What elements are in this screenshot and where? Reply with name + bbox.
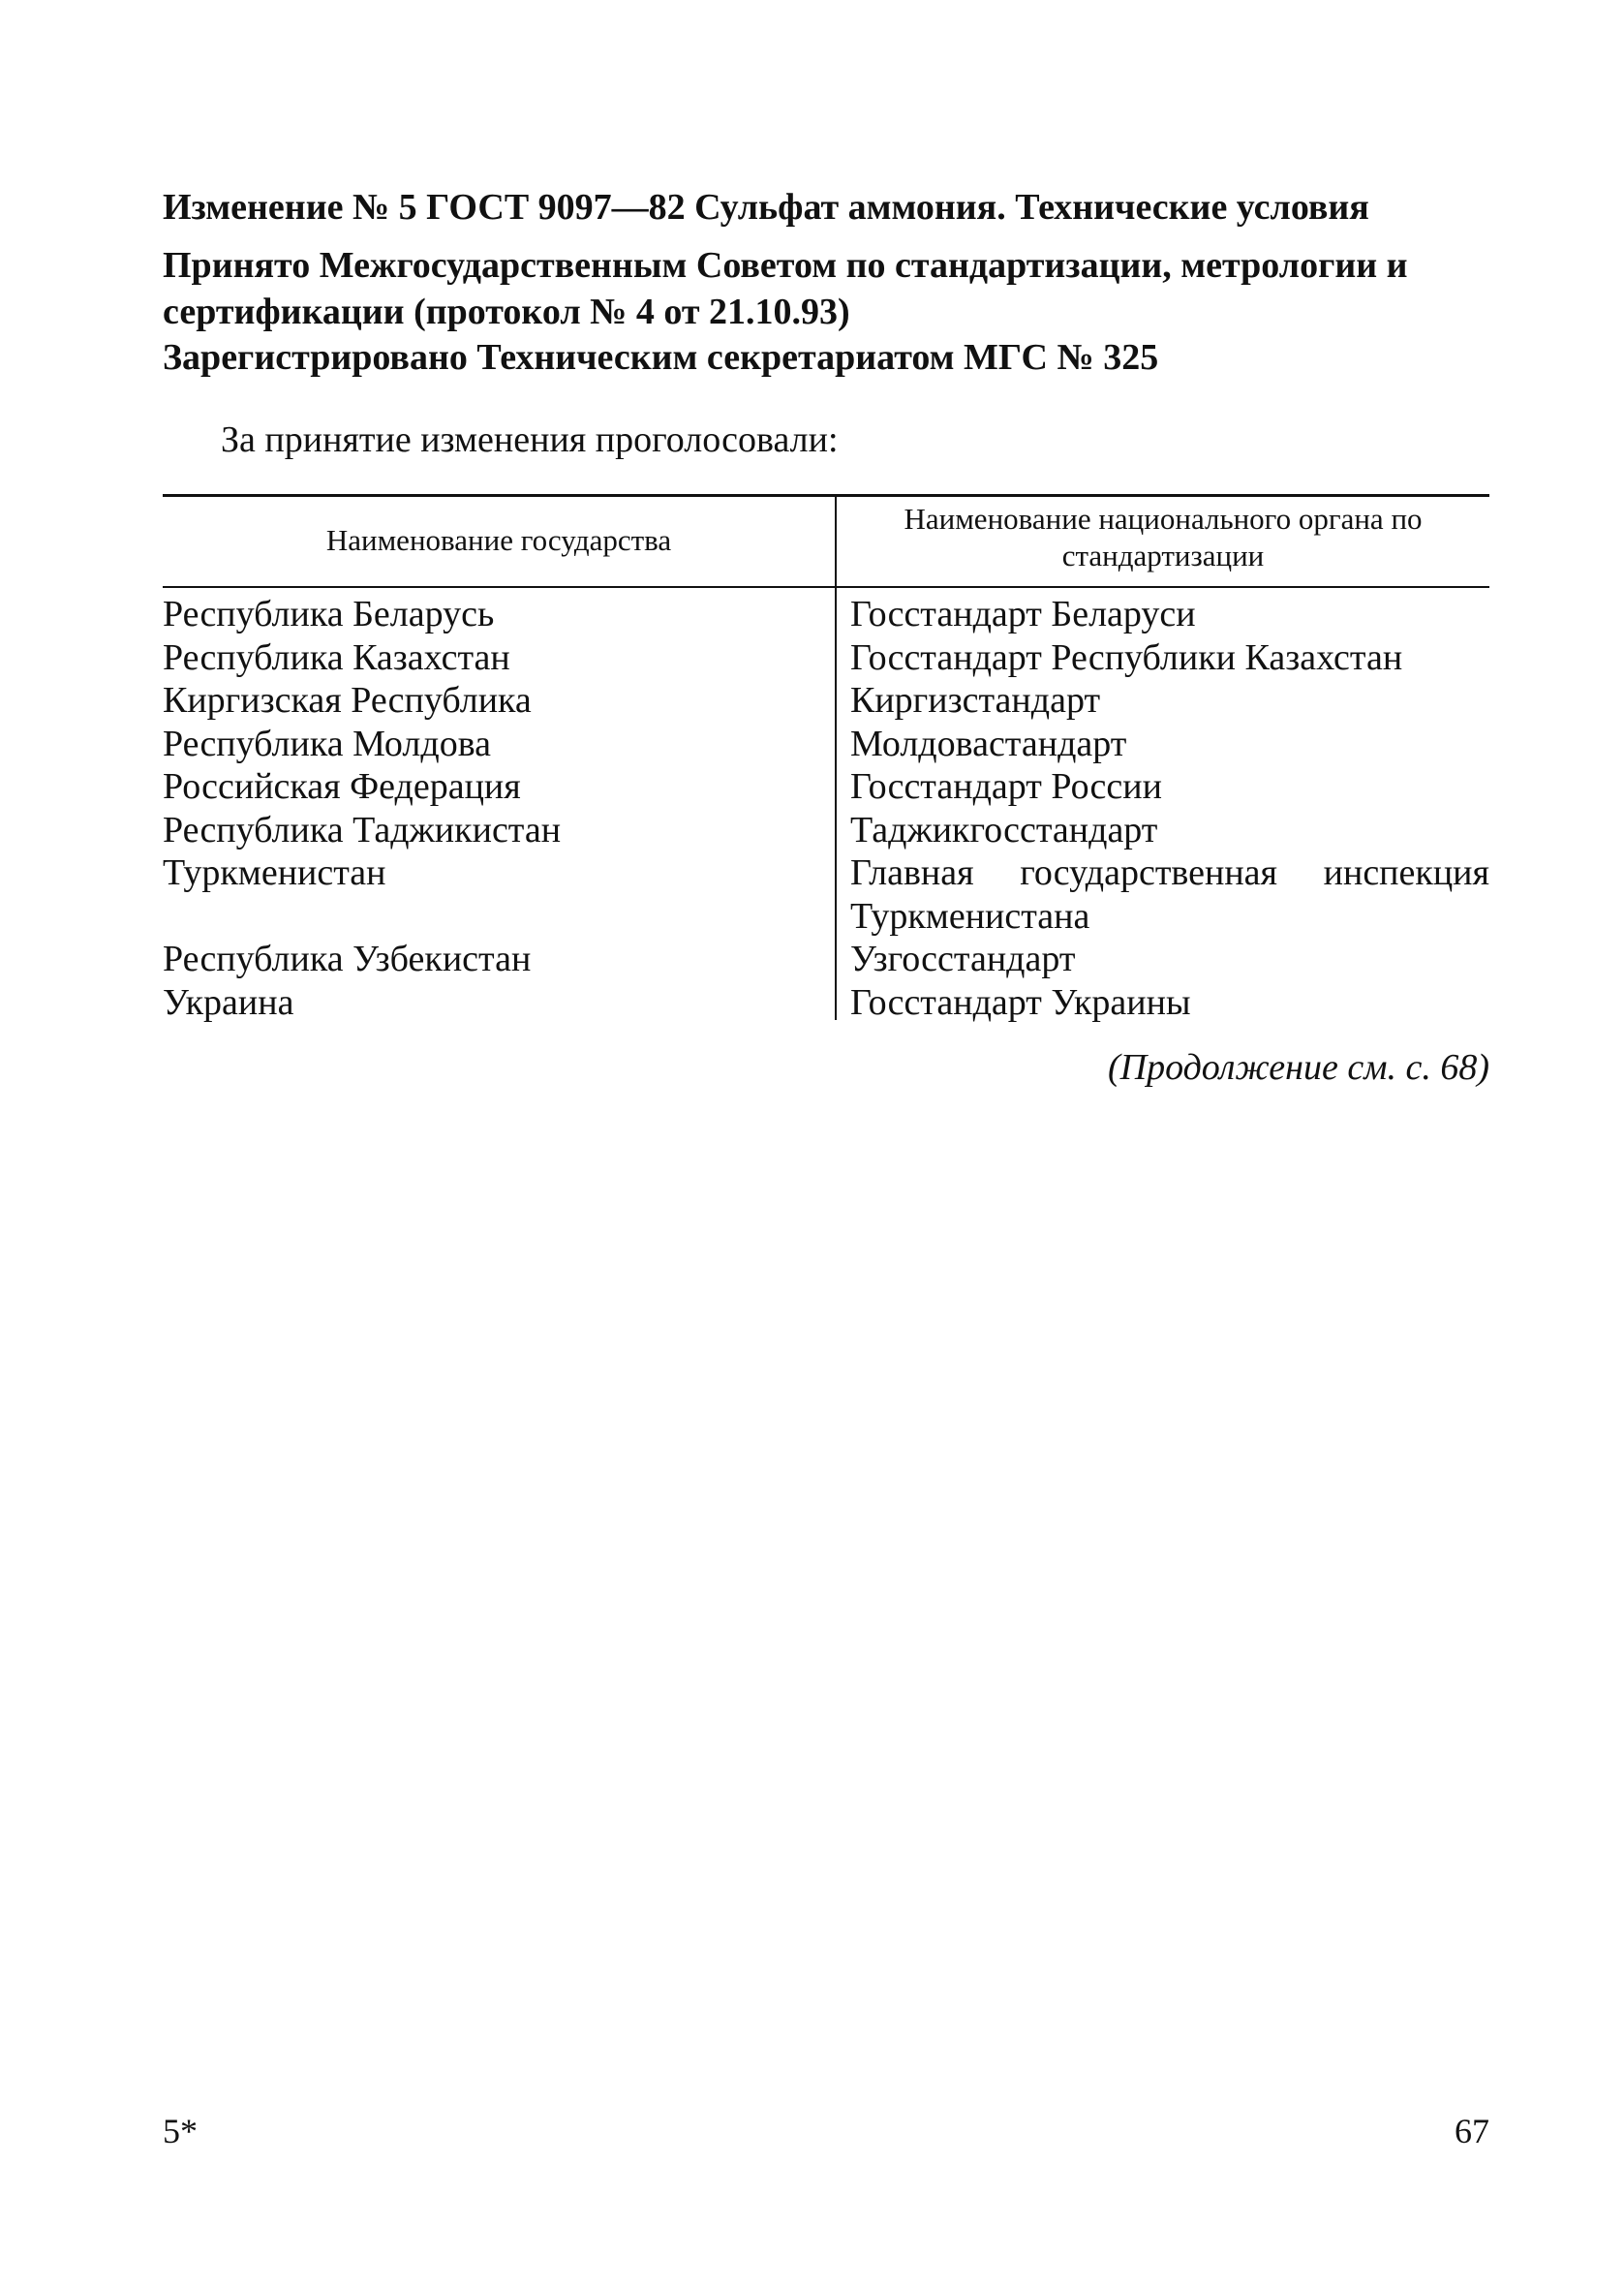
table-row	[163, 679, 1489, 723]
state-cell: Украина	[163, 981, 294, 1023]
table-row	[163, 938, 1489, 981]
body-cell: Молдовастандарт	[850, 723, 1127, 764]
column-header-state: Наименование государства	[325, 523, 672, 557]
body-cell: Госстандарт Беларуси	[850, 594, 1196, 634]
vote-intro: За принятие изменения проголосовали:	[221, 419, 839, 460]
table-row	[163, 809, 1489, 852]
column-header-body: Наименование национального органа по стандартизации	[904, 502, 1423, 572]
table-row	[163, 593, 1489, 636]
table-row	[163, 636, 1489, 680]
continuation-note: (Продолжение см. с. 68)	[1107, 1047, 1489, 1088]
state-cell: Республика Беларусь	[163, 594, 495, 634]
body-cell: Госстандарт России	[850, 766, 1162, 807]
state-cell: Киргизская Республика	[163, 680, 532, 721]
state-cell: Российская Федерация	[163, 766, 521, 807]
registration-statement: Зарегистрировано Техническим секретариатом МГС № 325	[163, 337, 1159, 378]
document-title: Изменение № 5 ГОСТ 9097—82 Сульфат аммония. Технические условия	[163, 187, 1369, 228]
table-row	[163, 723, 1489, 766]
state-cell: Республика Узбекистан	[163, 939, 532, 979]
signature-mark: 5*	[163, 2112, 198, 2150]
table-header-rule	[163, 586, 1489, 588]
table-top-rule	[163, 494, 1489, 497]
body-cell: Таджикгосстандарт	[850, 809, 1158, 850]
state-cell: Республика Молдова	[163, 723, 492, 764]
adoption-statement: Принято Межгосударственным Советом по стандартизации, метрологии и сертификации (протокол № 4 от 21.10.93)	[163, 245, 1408, 332]
table-row	[163, 851, 1489, 938]
state-cell: Республика Таджикистан	[163, 809, 562, 850]
voting-table	[163, 593, 1489, 1024]
body-cell: Госстандарт Украины	[850, 981, 1191, 1023]
page-number: 67	[1455, 2112, 1489, 2150]
state-cell: Туркменистан	[163, 852, 386, 893]
state-cell: Республика Казахстан	[163, 636, 510, 678]
table-row	[163, 981, 1489, 1025]
body-cell: Киргизстандарт	[850, 680, 1101, 721]
body-cell: Госстандарт Республики Казахстан	[850, 636, 1403, 678]
body-cell: Узгосстандарт	[850, 939, 1076, 979]
body-cell: Главная государственная инспекция Туркменистана	[850, 852, 1489, 937]
table-row	[163, 765, 1489, 809]
